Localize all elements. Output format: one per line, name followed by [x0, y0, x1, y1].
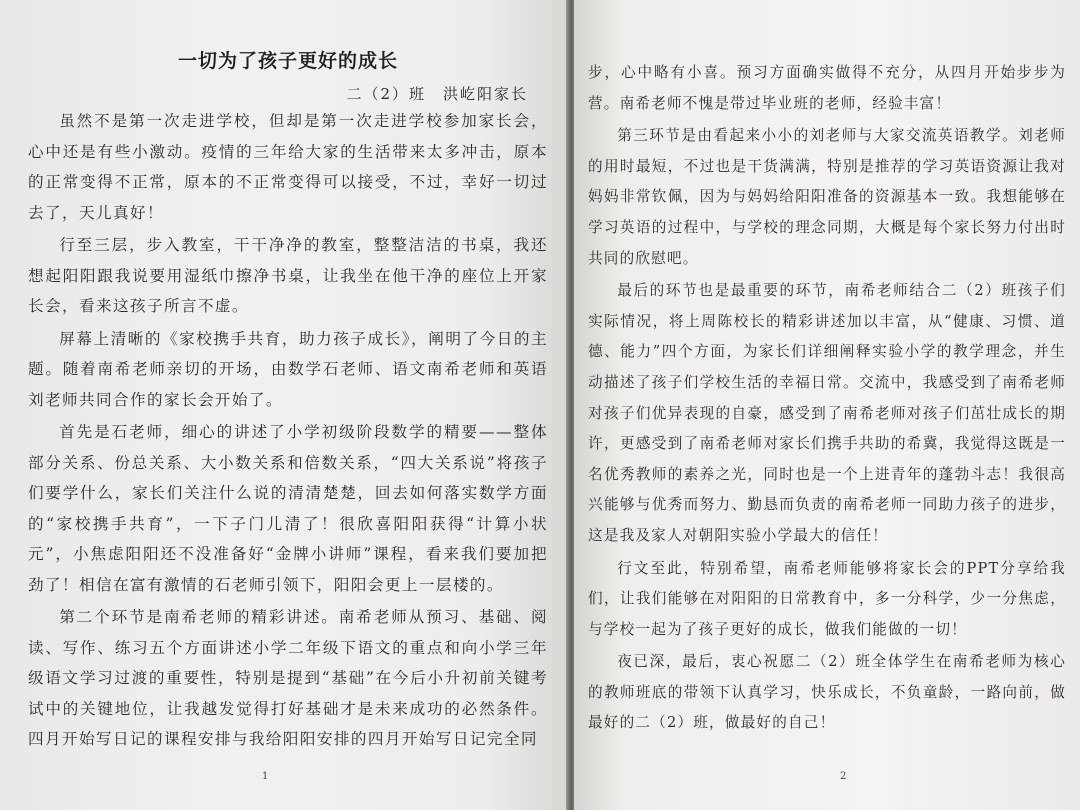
paragraph-classroom: 行至三层，步入教室，干干净净的教室，整整洁洁的书桌，我还想起阳阳跟我说要用湿纸巾擦净书桌，让我坐在他干净的座位上开家长会，看来这孩子所言不虚。 — [28, 236, 548, 315]
page-number-2: 2 — [840, 771, 847, 782]
document-page-2 — [574, 0, 1080, 810]
paragraph-ppt-request: 行文至此，特别希望，南希老师能够将家长会的PPT分享给我们，让我们能够在对阳阳的日常教育中，多一分科学，少一分焦虑，与学校一起为了孩子更好的成长，做我们能做的一切！ — [588, 559, 1066, 638]
paragraph-intro: 虽然不是第一次走进学校，但却是第一次走进学校参加家长会，心中还是有些小激动。疫情的三年给大家的生活带来太多冲击，原本的正常变得不正常，原本的不正常变得可以接受，不过，幸好一切过去了，天儿真好！ — [28, 112, 548, 222]
paragraph-continued: 步，心中略有小喜。预习方面确实做得不充分，从四月开始步步为营。南希老师不愧是带过毕业班的老师，经验丰富！ — [588, 64, 1066, 112]
paragraph-chinese-teacher: 第二个环节是南希老师的精彩讲述。南希老师从预习、基础、阅读、写作、练习五个方面讲述小学二年级下语文的重点和向小学三年级语文学习过渡的重要性，特别是提到“基础”在今后小升初前关键考试中的关键地位，让我越发觉得打好基础才是未来成功的必然条件。四月开始写日记的课程安排与我给阳阳安排的四月开始写日记完全同 — [28, 608, 548, 748]
document-title: 一切为了孩子更好的成长 — [177, 50, 398, 72]
paragraph-final-session: 最后的环节也是最重要的环节，南希老师结合二（2）班孩子们实际情况，将上周陈校长的精彩讲述加以丰富，从“健康、习惯、道德、能力”四个方面，为家长们详细阐释实验小学的教学理念，并生动描述了孩子们学校生活的幸福日常。交流中，我感受到了南希老师对孩子们优异表现的自豪，感受到了南希老师对孩子们茁壮成长的期许，更感受到了南希老师对家长们携手共助的希冀，我觉得这既是一名优秀教师的素养之光，同时也是一个上进青年的蓬勃斗志！我很高兴能够与优秀而努力、勤恳而负责的南希老师一同助力孩子的进步，这是我及家人对朝阳实验小学最大的信任！ — [588, 282, 1066, 544]
paragraph-math-teacher: 首先是石老师，细心的讲述了小学初级阶段数学的精要——整体部分关系、份总关系、大小数关系和倍数关系，“四大关系说”将孩子们要学什么，家长们关注什么说的清清楚楚，回去如何落实数学方面的“家校携手共育”，一下子门儿清了！很欣喜阳阳获得“计算小状元”，小焦虑阳阳还不没准备好“金牌小讲师”课程，看来我们要加把劲了！相信在富有激情的石老师引领下，阳阳会更上一层楼的。 — [28, 423, 548, 594]
page-number-1: 1 — [262, 771, 269, 782]
paragraph-theme: 屏幕上清晰的《家校携手共育，助力孩子成长》，阐明了今日的主题。随着南希老师亲切的开场，由数学石老师、语文南希老师和英语刘老师共同合作的家长会开始了。 — [28, 329, 548, 409]
paragraph-english-teacher: 第三环节是由看起来小小的刘老师与大家交流英语教学。刘老师的用时最短，不过也是干货满满，特别是推荐的学习英语资源让我对妈妈非常钦佩，因为与妈妈给阳阳准备的资源基本一致。我想能够在学习英语的过程中，与学校的理念同期，大概是每个家长努力付出时共同的欣慰吧。 — [588, 127, 1066, 267]
author-byline: 二（2）班 洪屹阳家长 — [346, 85, 528, 103]
paragraph-closing-wishes: 夜已深，最后，衷心祝愿二（2）班全体学生在南希老师为核心的教师班底的带领下认真学习，快乐成长，不负童龄，一路向前，做最好的二（2）班，做最好的自己！ — [588, 653, 1066, 732]
